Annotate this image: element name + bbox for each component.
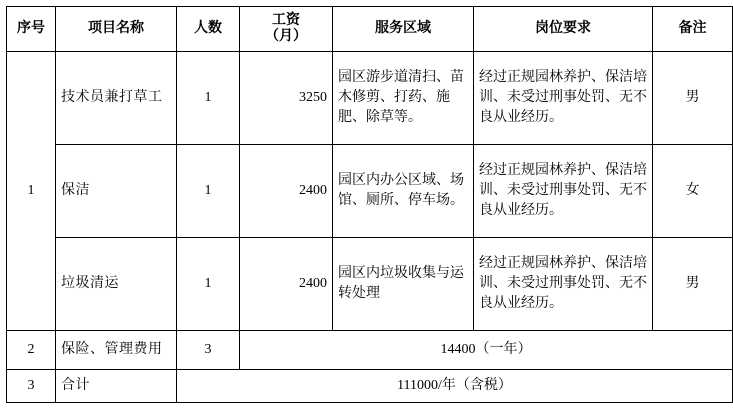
- row-no-merged: 1: [7, 52, 56, 331]
- job-listing-table: [6, 6, 733, 403]
- row-area: 园区游步道清扫、苗木修剪、打药、施肥、除草等。: [333, 52, 474, 145]
- total-name: 合计: [56, 370, 177, 403]
- column-header-salary-line1: 工资: [272, 12, 300, 28]
- column-header-area: 服务区域: [333, 7, 474, 52]
- table-row: [7, 52, 733, 145]
- row-salary: 3250: [240, 52, 333, 145]
- row-area: 园区内办公区域、场馆、厕所、停车场。: [333, 145, 474, 238]
- insurance-no: 2: [7, 331, 56, 370]
- job-table-container: [6, 6, 707, 403]
- table-row: [7, 145, 733, 238]
- row-remark: 女: [653, 145, 733, 238]
- row-count: 1: [177, 238, 240, 331]
- insurance-amount: 14400（一年）: [240, 331, 733, 370]
- column-header-requirement: 岗位要求: [474, 7, 653, 52]
- table-row-total: [7, 370, 733, 403]
- row-requirement: 经过正规园林养护、保洁培训、未受过刑事处罚、无不良从业经历。: [474, 238, 653, 331]
- column-header-remark: 备注: [653, 7, 733, 52]
- column-header-salary: [240, 7, 333, 52]
- table-row: [7, 238, 733, 331]
- row-remark: 男: [653, 52, 733, 145]
- column-header-count: 人数: [177, 7, 240, 52]
- column-header-salary-line2: （月）: [265, 29, 307, 44]
- row-requirement: 经过正规园林养护、保洁培训、未受过刑事处罚、无不良从业经历。: [474, 52, 653, 145]
- table-body: [7, 52, 733, 403]
- row-remark: 男: [653, 238, 733, 331]
- table-row-insurance: [7, 331, 733, 370]
- row-name: 保洁: [56, 145, 177, 238]
- row-salary: 2400: [240, 238, 333, 331]
- row-area: 园区内垃圾收集与运转处理: [333, 238, 474, 331]
- column-header-no: 序号: [7, 7, 56, 52]
- row-count: 1: [177, 52, 240, 145]
- table-header: [7, 7, 733, 52]
- row-requirement: 经过正规园林养护、保洁培训、未受过刑事处罚、无不良从业经历。: [474, 145, 653, 238]
- column-header-name: 项目名称: [56, 7, 177, 52]
- total-value: 111000/年（含税）: [177, 370, 733, 403]
- row-name: 垃圾清运: [56, 238, 177, 331]
- row-count: 1: [177, 145, 240, 238]
- insurance-name: 保险、管理费用: [56, 331, 177, 370]
- table-header-row: [7, 7, 733, 52]
- row-salary: 2400: [240, 145, 333, 238]
- row-name: 技术员兼打草工: [56, 52, 177, 145]
- insurance-count: 3: [177, 331, 240, 370]
- total-no: 3: [7, 370, 56, 403]
